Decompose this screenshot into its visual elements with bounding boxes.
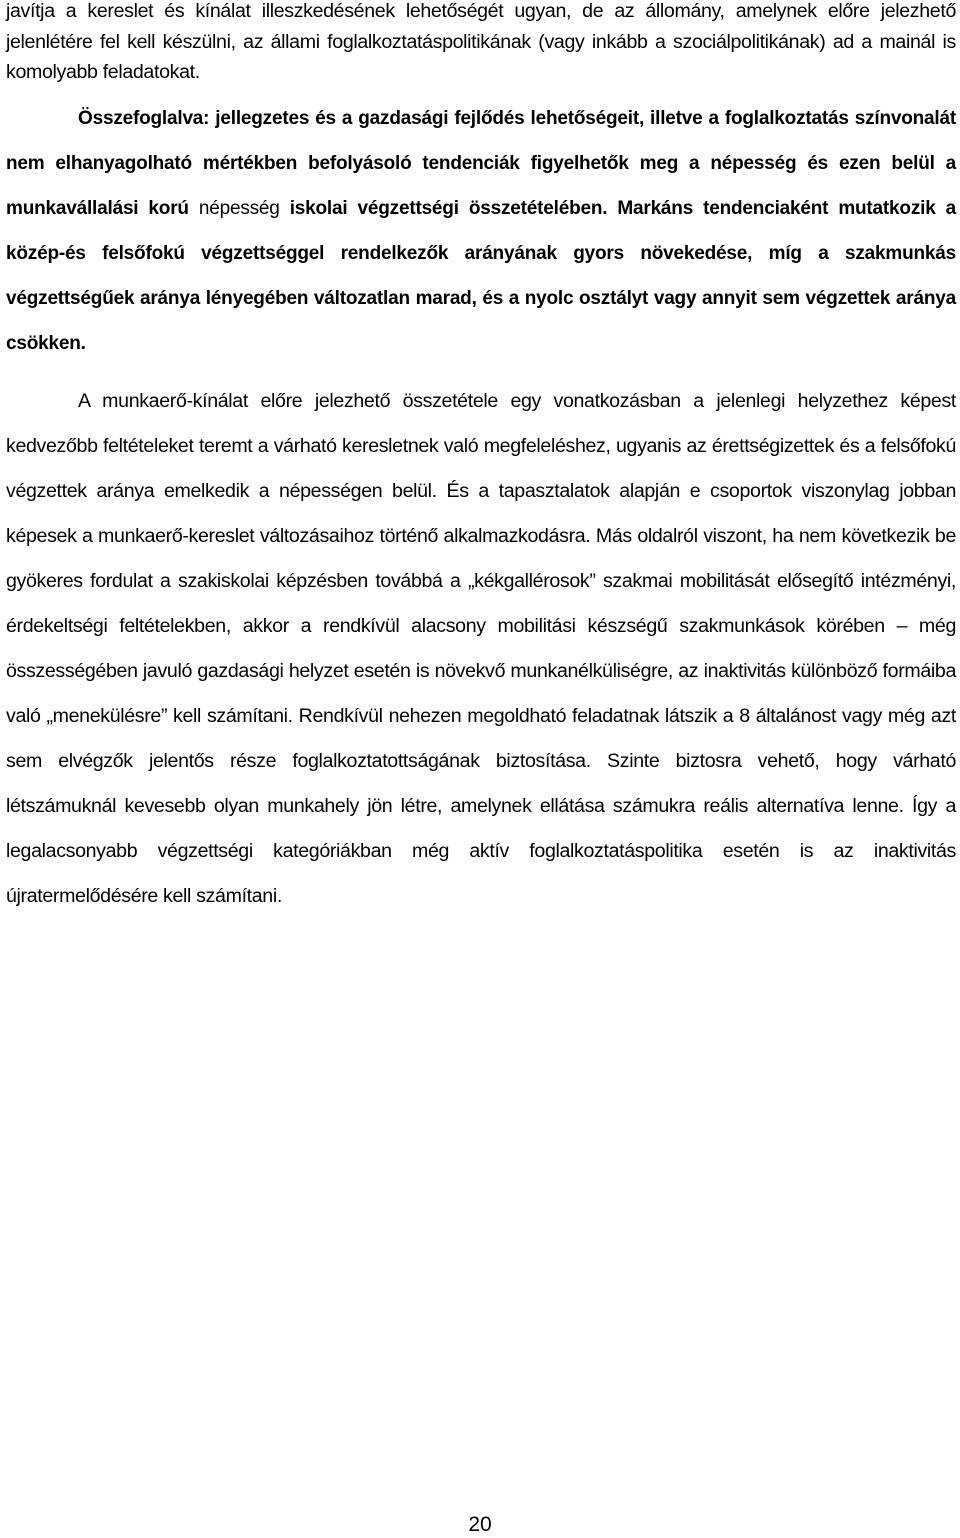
- text-run: népesség: [188, 197, 290, 219]
- text-run: javítja a kereslet és kínálat illeszkedésének lehetőségét ugyan, de az állomány, amelynek előre jelezhető jelenlétére fel kell készülni, az állami foglalkoztatáspolitikának (vagy inkább a szociálpolitikának) ad a mainál is komolyabb feladatokat.: [6, 0, 956, 83]
- paragraph-labor-supply: [6, 379, 956, 919]
- text-run-bold: Összefoglalva: jellegzetes és a gazdasági fejlődés lehetőségeit, illetve a foglalkoztatás színvonalát nem elhanyagolható mértékben befolyásoló tendenciák figyelhetők meg a népesség és ezen belül a munkavállalási korú: [6, 107, 956, 219]
- text-run-bold: iskolai végzettségi összetételében. Markáns tendenciaként mutatkozik a közép-és felsőfokú végzettséggel rendelkezők arányának gyors növekedése, míg a szakmunkás végzettségűek aránya lényegében változatlan marad, és a nyolc osztályt vagy annyit sem végzettek aránya csökken.: [6, 197, 956, 354]
- paragraph-intro: [6, 0, 956, 88]
- text-run: A munkaerő-kínálat előre jelezhető összetétele egy vonatkozásban a jelenlegi helyzethez képest kedvezőbb feltételeket teremt a várható keresletnek való megfeleléshez, ugyanis az érettségizettek és a felsőfokú végzettek aránya emelkedik a népességen belül. És a tapasztalatok alapján e csoportok viszonylag jobban képesek a munkaerő-kereslet változásaihoz történő alkalmazkodásra. Más oldalról viszont, ha nem következik be gyökeres fordulat a szakiskolai képzésben továbbá a „kékgallérosok” szakmai mobilitását elősegítő intézményi, érdekeltségi feltételekben, akkor a rendkívül alacsony mobilitási készségű szakmunkások körében – még összességében javuló gazdasági helyzet esetén is növekvő munkanélküliségre, az inaktivitás különböző formáiba való „menekülésre” kell számítani. Rendkívül nehezen megoldható feladatnak látszik a 8 általánost vagy még azt sem elvégzők jelentős része foglalkoztatottságának biztosítása. Szinte biztosra vehető, hogy várható létszámuknál kevesebb olyan munkahely jön létre, amelynek ellátása számukra reális alternatíva lenne. Így a legalacsonyabb végzettségi kategóriákban még aktív foglalkoztatáspolitika esetén is az inaktivitás újratermelődésére kell számítani.: [6, 389, 956, 907]
- paragraph-summary: [6, 96, 956, 366]
- page-number: 20: [468, 1513, 492, 1536]
- document-page: [6, 0, 956, 919]
